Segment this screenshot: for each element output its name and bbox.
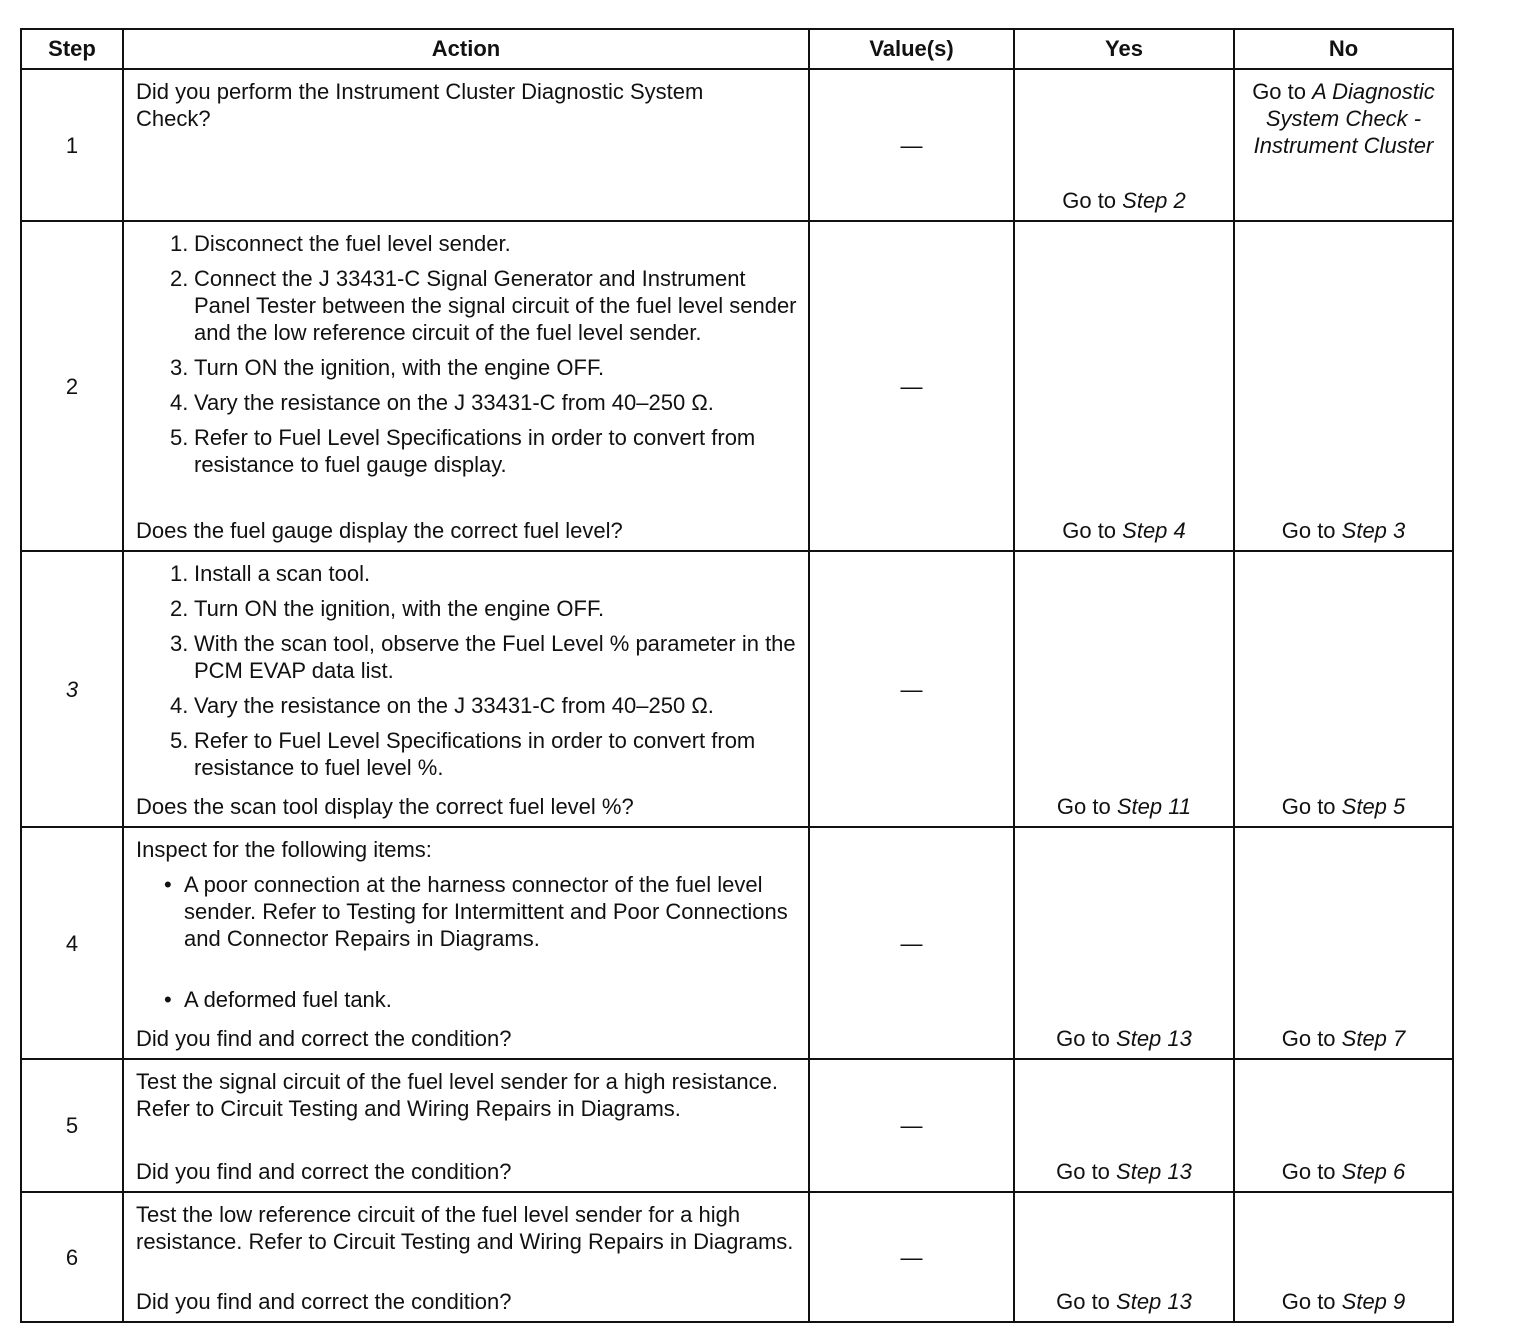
no-cell	[1234, 221, 1453, 551]
action-text: Test the signal circuit of the fuel level sender for a high resistance. Refer to Circuit Testing and Wiring Repairs in Diagrams.	[136, 1069, 779, 1121]
yes-cell	[1014, 1059, 1234, 1192]
yes-cell	[1014, 551, 1234, 827]
diagnostic-table	[20, 28, 1454, 1323]
no-prefix: Go to	[1281, 794, 1342, 819]
inspection-item: • A deformed fuel tank.	[160, 986, 798, 1013]
header-row	[21, 29, 1453, 69]
no-ref: Step 3	[1341, 518, 1406, 543]
procedure-step: Refer to Fuel Level Specifications in order to convert from resistance to fuel gauge display.	[194, 425, 756, 477]
step-number: 3	[21, 551, 123, 827]
yes-cell	[1014, 1192, 1234, 1322]
table-row	[21, 69, 1453, 221]
action-question: Does the scan tool display the correct fuel level %?	[136, 794, 634, 819]
yes-ref: Step 13	[1116, 1159, 1192, 1184]
table-row	[21, 221, 1453, 551]
procedure-list	[136, 230, 798, 478]
no-cell	[1234, 69, 1453, 221]
step-number: 6	[21, 1192, 123, 1322]
action-text: Test the low reference circuit of the fuel level sender for a high resistance. Refer to Circuit Testing and Wiring Repairs in Diagrams.	[136, 1202, 794, 1254]
no-ref: Step 7	[1341, 1026, 1406, 1051]
yes-ref: Step 2	[1122, 188, 1186, 213]
inspection-list	[136, 871, 798, 1013]
no-ref: Step 9	[1341, 1289, 1406, 1314]
yes-prefix: Go to	[1062, 188, 1123, 213]
no-ref: A Diagnostic System Check - Instrument Cluster	[1253, 79, 1435, 158]
procedure-step: Install a scan tool.	[194, 561, 371, 586]
action-question: Did you find and correct the condition?	[136, 1026, 512, 1051]
no-cell	[1234, 1192, 1453, 1322]
no-link[interactable]	[1235, 793, 1452, 820]
no-prefix: Go to	[1281, 1026, 1342, 1051]
no-cell	[1234, 551, 1453, 827]
no-link[interactable]	[1235, 517, 1452, 544]
action-cell	[123, 1059, 809, 1192]
yes-prefix: Go to	[1056, 1159, 1117, 1184]
yes-ref: Step 13	[1116, 1026, 1192, 1051]
no-cell	[1234, 827, 1453, 1059]
yes-link[interactable]	[1015, 1288, 1233, 1315]
yes-prefix: Go to	[1056, 1026, 1117, 1051]
value-cell: —	[809, 1059, 1014, 1192]
no-prefix: Go to	[1281, 1289, 1342, 1314]
no-prefix: Go to	[1281, 518, 1342, 543]
table-row	[21, 551, 1453, 827]
procedure-step: Vary the resistance on the J 33431-C from 40–250 Ω.	[194, 390, 714, 415]
no-ref: Step 6	[1341, 1159, 1406, 1184]
yes-prefix: Go to	[1056, 794, 1117, 819]
step-number: 1	[21, 69, 123, 221]
procedure-step: Refer to Fuel Level Specifications in order to convert from resistance to fuel level %.	[194, 728, 756, 780]
table-row	[21, 1192, 1453, 1322]
action-cell	[123, 1192, 809, 1322]
no-ref: Step 5	[1341, 794, 1406, 819]
procedure-step: Turn ON the ignition, with the engine OFF.	[194, 355, 605, 380]
action-question: Did you find and correct the condition?	[136, 1289, 512, 1314]
inspection-item: • A poor connection at the harness connector of the fuel level sender. Refer to Testing for Intermittent and Poor Connections and Connector Repairs in Diagrams.	[160, 871, 798, 952]
action-question: Did you find and correct the condition?	[136, 1159, 512, 1184]
no-cell	[1234, 1059, 1453, 1192]
procedure-step: Turn ON the ignition, with the engine OFF.	[194, 596, 605, 621]
action-cell	[123, 69, 809, 221]
yes-ref: Step 11	[1116, 794, 1192, 819]
header-no: No	[1234, 29, 1453, 69]
yes-prefix: Go to	[1062, 518, 1123, 543]
no-link[interactable]	[1235, 1158, 1452, 1185]
no-prefix: Go to	[1281, 1159, 1342, 1184]
yes-cell	[1014, 69, 1234, 221]
action-question: Does the fuel gauge display the correct fuel level?	[136, 518, 623, 543]
procedure-step: With the scan tool, observe the Fuel Level % parameter in the PCM EVAP data list.	[194, 631, 796, 683]
action-cell	[123, 827, 809, 1059]
no-link[interactable]	[1235, 70, 1452, 159]
no-link[interactable]	[1235, 1288, 1452, 1315]
yes-cell	[1014, 827, 1234, 1059]
table-row	[21, 1059, 1453, 1192]
no-link[interactable]	[1235, 1025, 1452, 1052]
step-number: 2	[21, 221, 123, 551]
header-values: Value(s)	[809, 29, 1014, 69]
action-text: Inspect for the following items:	[136, 837, 432, 862]
yes-link[interactable]	[1015, 187, 1233, 214]
yes-prefix: Go to	[1056, 1289, 1117, 1314]
value-cell: —	[809, 69, 1014, 221]
procedure-step: Vary the resistance on the J 33431-C from 40–250 Ω.	[194, 693, 714, 718]
table-row	[21, 827, 1453, 1059]
yes-link[interactable]	[1015, 793, 1233, 820]
yes-link[interactable]	[1015, 1158, 1233, 1185]
action-cell	[123, 221, 809, 551]
yes-cell	[1014, 221, 1234, 551]
step-number: 5	[21, 1059, 123, 1192]
procedure-list	[136, 560, 798, 781]
value-cell: —	[809, 221, 1014, 551]
value-cell: —	[809, 1192, 1014, 1322]
yes-link[interactable]	[1015, 1025, 1233, 1052]
procedure-step: Connect the J 33431-C Signal Generator and Instrument Panel Tester between the signal circuit of the fuel level sender and the low reference circuit of the fuel level sender.	[194, 266, 797, 345]
header-step: Step	[21, 29, 123, 69]
yes-ref: Step 4	[1122, 518, 1186, 543]
action-cell	[123, 551, 809, 827]
header-action: Action	[123, 29, 809, 69]
value-cell: —	[809, 827, 1014, 1059]
no-prefix: Go to	[1252, 79, 1313, 104]
value-cell: —	[809, 551, 1014, 827]
yes-link[interactable]	[1015, 517, 1233, 544]
action-text: Did you perform the Instrument Cluster Diagnostic System Check?	[136, 79, 704, 131]
step-number: 4	[21, 827, 123, 1059]
header-yes: Yes	[1014, 29, 1234, 69]
procedure-step: Disconnect the fuel level sender.	[194, 231, 511, 256]
yes-ref: Step 13	[1116, 1289, 1192, 1314]
